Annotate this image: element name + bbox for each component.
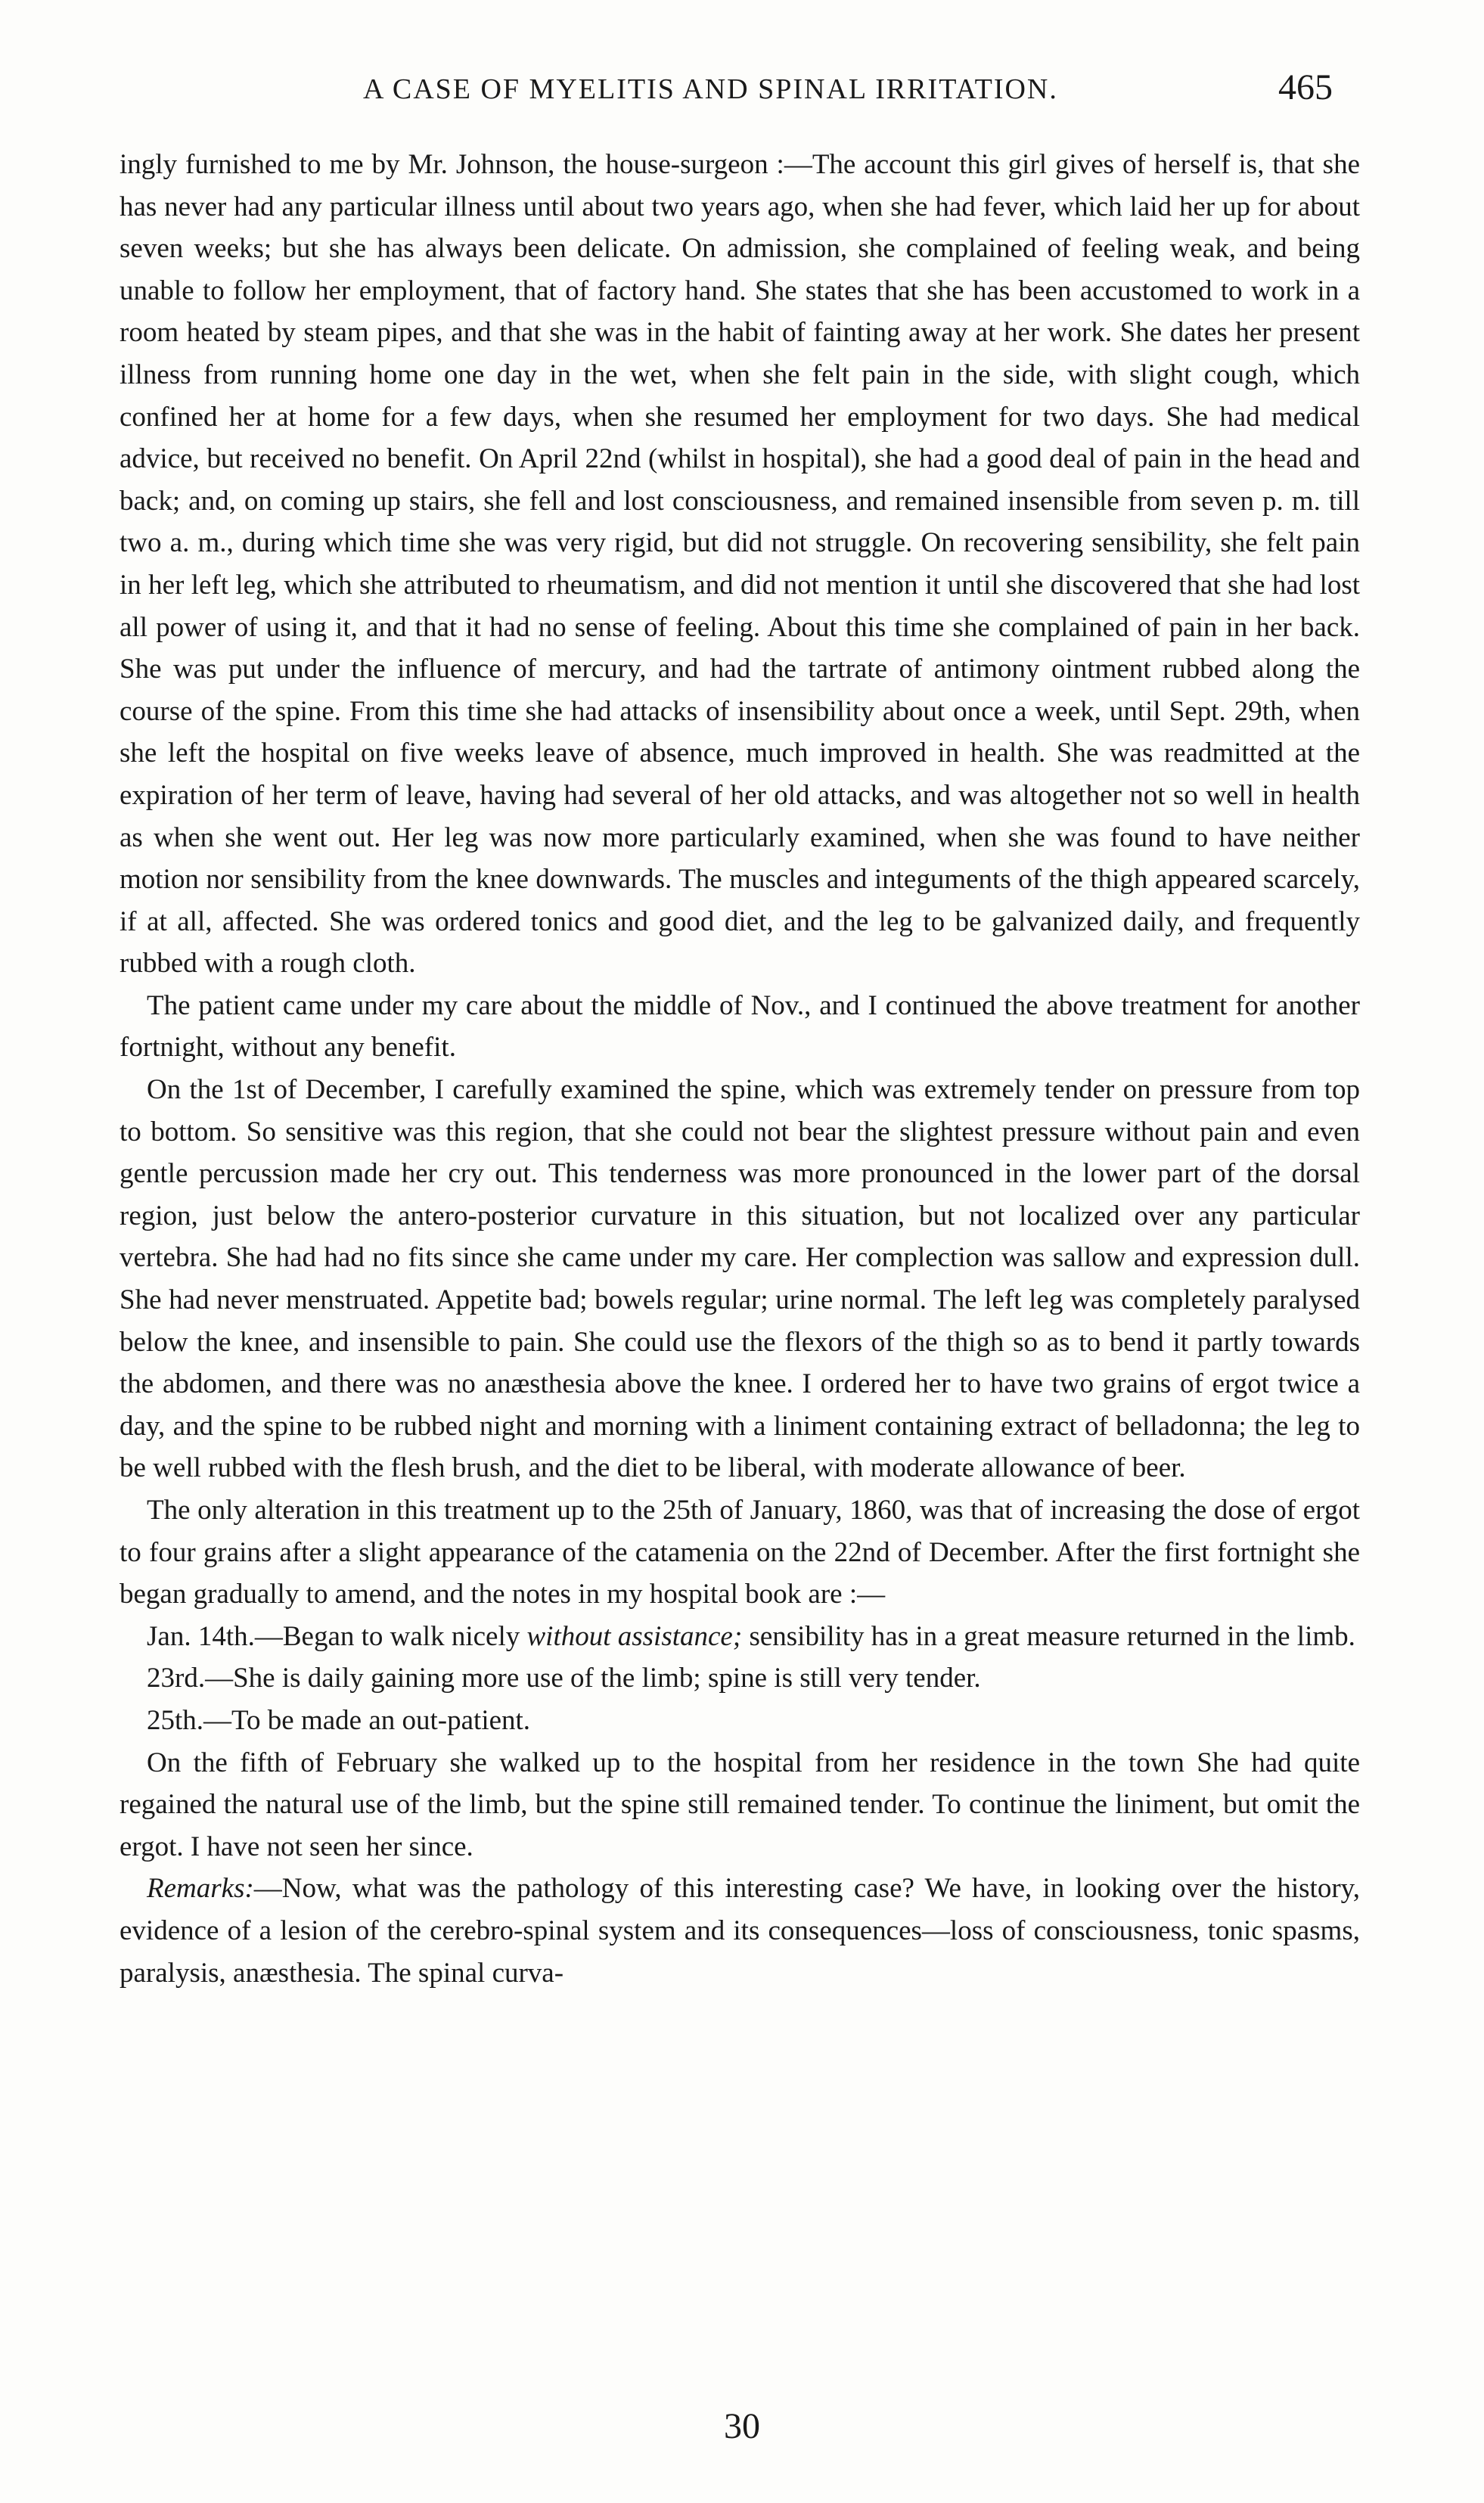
- signature-mark: 30: [724, 2406, 760, 2446]
- note-jan-14-lead: Jan. 14th.—Began to walk nicely: [147, 1620, 527, 1652]
- note-23rd: 23rd.—She is daily gaining more use of the limb; spine is still very tender.: [147, 1663, 981, 1694]
- running-head: [0, 67, 1484, 118]
- remarks-label: Remarks:: [147, 1873, 254, 1905]
- note-jan-14: [120, 1616, 1360, 1658]
- article-body: [120, 144, 1360, 1994]
- remarks-text: —Now, what was the pathology of this interesting case? We have, in looking over the history, evidence of a lesion of the cerebro-spinal system and its consequences—loss of consciousness, tonic spasms, paralysis, anæsthesia. The spinal curva-: [120, 1873, 1360, 1989]
- paragraph-examination: On the 1st of December, I carefully examined the spine, which was extremely tender on pressure from top to bottom. So sensitive was this region, that she could not bear the slightest pressure without pain and even gentle percussion made her cry out. This tenderness was more pronounced in the lower part of the dorsal region, just below the antero-posterior curvature in this situation, but not localized over any particular vertebra. She had had no fits since she came under my care. Her complection was sallow and expression dull. She had never menstruated. Appetite bad; bowels regular; urine normal. The left leg was completely paralysed below the knee, and insensible to pain. She could use the flexors of the thigh so as to bend it partly towards the abdomen, and there was no anæsthesia above the knee. I ordered her to have two grains of ergot twice a day, and the spine to be rubbed night and morning with a liniment containing extract of belladonna; the leg to be well rubbed with the flesh brush, and the diet to be liberal, with moderate allowance of beer.: [120, 1074, 1360, 1484]
- note-25th: 25th.—To be made an out-patient.: [147, 1704, 531, 1736]
- note-jan-14-rest: sensibility has in a great measure returned in the limb.: [742, 1620, 1355, 1652]
- paragraph-treatment: The only alteration in this treatment up to the 25th of January, 1860, was that of increasing the dose of ergot to four grains after a slight appearance of the catamenia on the 22nd of December. After the first fortnight she began gradually to amend, and the notes in my hospital book are :—: [120, 1495, 1360, 1610]
- paragraph-under-care: The patient came under my care about the middle of Nov., and I continued the above treatment for another fortnight, without any benefit.: [120, 989, 1360, 1064]
- note-jan-14-emphasis: without assistance;: [526, 1620, 743, 1652]
- paragraph-remarks: [120, 1868, 1360, 1994]
- page-number: 465: [1278, 67, 1333, 107]
- paragraph-history: ingly furnished to me by Mr. Johnson, the house-surgeon :—The account this girl gives of herself is, that she has never had any particular illness until about two years ago, when she had fever, which laid her up for about seven weeks; but she has always been delicate. On admission, she complained of feeling weak, and being unable to follow her employment, that of factory hand. She states that she has been accustomed to work in a room heated by steam pipes, and that she was in the habit of fainting away at her work. She dates her present illness from running home one day in the wet, when she felt pain in the side, with slight cough, which confined her at home for a few days, when she resumed her employment for two days. She had medical advice, but received no benefit. On April 22nd (whilst in hospital), she had a good deal of pain in the head and back; and, on coming up stairs, she fell and lost consciousness, and remained insensible from seven p. m. till two a. m., during which time she was very rigid, but did not struggle. On recovering sensibility, she felt pain in her left leg, which she attributed to rheumatism, and did not mention it until she discovered that she had lost all power of using it, and that it had no sense of feeling. About this time she complained of pain in her back. She was put under the influence of mercury, and had the tartrate of antimony ointment rubbed along the course of the spine. From this time she had attacks of insensibility about once a week, until Sept. 29th, when she left the hospital on five weeks leave of absence, much improved in health. She was readmitted at the expiration of her term of leave, having had several of her old attacks, and was altogether not so well in health as when she went out. Her leg was now more particularly examined, when she was found to have neither motion nor sensibility from the knee downwards. The muscles and integuments of the thigh appeared scarcely, if at all, affected. She was ordered tonics and good diet, and the leg to be galvanized daily, and frequently rubbed with a rough cloth.: [120, 149, 1360, 980]
- paragraph-february: On the fifth of February she walked up to the hospital from her residence in the town She had quite regained the natural use of the limb, but the spine still remained tender. To continue the liniment, but omit the ergot. I have not seen her since.: [120, 1747, 1360, 1862]
- running-title: A CASE OF MYELITIS AND SPINAL IRRITATION.: [363, 73, 1058, 105]
